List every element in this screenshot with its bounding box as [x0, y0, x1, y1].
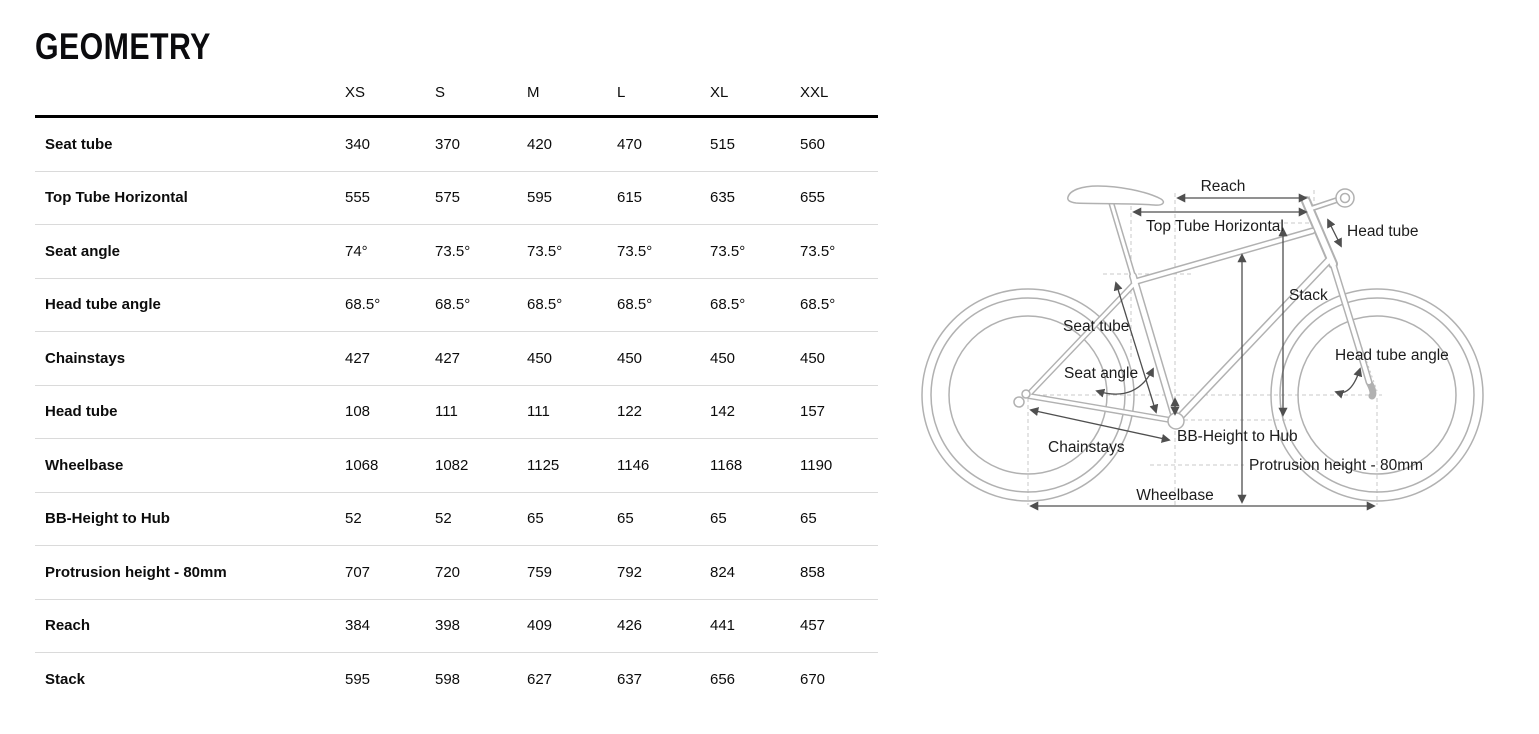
wheelbase-label: Wheelbase	[1136, 487, 1214, 504]
cell-value: 450	[800, 332, 878, 386]
bottom-bracket	[1168, 413, 1184, 429]
bike-geometry-diagram	[905, 150, 1539, 534]
row-label: Stack	[45, 670, 86, 688]
cell-value: 1190	[800, 439, 878, 493]
row-label: Seat tube	[35, 117, 345, 172]
cell-value: 720	[435, 546, 527, 600]
page-title: GEOMETRY	[35, 26, 211, 67]
column-header-xs: XS	[345, 84, 435, 117]
table-row	[35, 171, 878, 225]
cell-value: 340	[345, 117, 435, 172]
cell-value: 65	[800, 492, 878, 546]
cell-value: 142	[710, 385, 800, 439]
cell-value: 656	[710, 670, 736, 688]
cell-value: 427	[435, 332, 527, 386]
geometry-table	[35, 84, 878, 706]
cell-value: 426	[617, 599, 710, 653]
cell-value: 52	[435, 492, 527, 546]
cell-value: 73.5°	[800, 225, 878, 279]
row-label: BB-Height to Hub	[35, 492, 345, 546]
cell-value: 555	[345, 171, 435, 225]
cell-value: 157	[800, 385, 878, 439]
saddle	[1068, 186, 1164, 205]
row-label: Seat angle	[35, 225, 345, 279]
cell-value: 74°	[345, 225, 435, 279]
chainstays-label: Chainstays	[1048, 439, 1125, 456]
cell-value: 68.5°	[527, 278, 617, 332]
cell-value: 450	[617, 332, 710, 386]
column-header-xl: XL	[710, 84, 800, 117]
protrusion-label: Protrusion height - 80mm	[1249, 457, 1424, 474]
column-header-xxl: XXL	[800, 84, 878, 117]
cell-value: 1168	[710, 439, 800, 493]
cell-value: 457	[800, 599, 878, 653]
cell-value: 73.5°	[617, 225, 710, 279]
cell-value: 1068	[345, 439, 435, 493]
cell-value: 68.5°	[710, 278, 800, 332]
cell-value: 108	[345, 385, 435, 439]
column-header-s: S	[435, 84, 527, 117]
cell-value: 409	[527, 599, 617, 653]
geometry-section	[35, 26, 878, 706]
seat-angle-label: Seat angle	[1064, 365, 1139, 382]
column-header-l: L	[617, 84, 710, 117]
head-tube-label: Head tube	[1347, 223, 1419, 240]
cell-value: 515	[710, 117, 800, 172]
cell-value: 441	[710, 599, 800, 653]
cell-value: 65	[527, 492, 617, 546]
row-label: Protrusion height - 80mm	[35, 546, 345, 600]
table-row	[35, 653, 878, 706]
head-tube-arrow	[1328, 220, 1341, 246]
cell-value: 635	[710, 171, 800, 225]
cell-value: 637	[617, 670, 643, 688]
cell-value: 560	[800, 117, 878, 172]
cell-value: 792	[617, 546, 710, 600]
cell-value: 470	[617, 117, 710, 172]
row-label: Head tube angle	[35, 278, 345, 332]
column-header-m: M	[527, 84, 617, 117]
cell-value: 370	[435, 117, 527, 172]
cell-value: 1082	[435, 439, 527, 493]
cell-value: 73.5°	[527, 225, 617, 279]
row-label: Chainstays	[35, 332, 345, 386]
bb-height-label: BB-Height to Hub	[1177, 428, 1298, 445]
table-row	[35, 492, 878, 546]
cell-value: 1146	[617, 439, 710, 493]
cell-value: 68.5°	[345, 278, 435, 332]
cell-value: 73.5°	[435, 225, 527, 279]
table-row	[35, 225, 878, 279]
cell-value: 420	[527, 117, 617, 172]
table-row	[35, 332, 878, 386]
table-row	[35, 278, 878, 332]
cell-value: 627	[527, 670, 553, 688]
cell-value: 450	[710, 332, 800, 386]
cell-value: 595	[527, 171, 617, 225]
cell-value: 398	[435, 599, 527, 653]
row-label: Wheelbase	[35, 439, 345, 493]
seat-tube-label: Seat tube	[1063, 318, 1130, 335]
top-tube-horizontal-label: Top Tube Horizontal	[1146, 218, 1284, 235]
cell-value: 65	[617, 492, 710, 546]
cell-value: 68.5°	[435, 278, 527, 332]
table-row	[35, 546, 878, 600]
cell-value: 1125	[527, 439, 617, 493]
cell-value: 598	[435, 670, 461, 688]
cell-value: 427	[345, 332, 435, 386]
cell-value: 122	[617, 385, 710, 439]
cell-value: 111	[435, 385, 527, 439]
cell-value: 615	[617, 171, 710, 225]
cell-value: 450	[527, 332, 617, 386]
cell-value: 384	[345, 599, 435, 653]
cell-value: 824	[710, 546, 800, 600]
handlebar-grip	[1336, 189, 1354, 207]
corner-cell	[35, 84, 345, 117]
table-row	[35, 439, 878, 493]
cell-value: 858	[800, 546, 878, 600]
row-label: Reach	[35, 599, 345, 653]
reach-label: Reach	[1200, 178, 1246, 195]
table-row	[35, 117, 878, 172]
table-row	[35, 599, 878, 653]
cell-value: 759	[527, 546, 617, 600]
table-row	[35, 385, 878, 439]
row-label: Head tube	[35, 385, 345, 439]
cell-value: 575	[435, 171, 527, 225]
head-tube-angle-label: Head tube angle	[1335, 347, 1449, 364]
cell-value: 595	[345, 670, 371, 688]
cell-value: 111	[527, 385, 617, 439]
cell-value: 670	[800, 670, 826, 688]
cell-value: 73.5°	[710, 225, 800, 279]
cell-value: 65	[710, 492, 800, 546]
cell-value: 68.5°	[800, 278, 878, 332]
row-label: Top Tube Horizontal	[35, 171, 345, 225]
cell-value: 707	[345, 546, 435, 600]
geometry-table-header-row	[35, 84, 878, 117]
cell-value: 52	[345, 492, 435, 546]
geometry-table-body	[35, 117, 878, 706]
head-tube-angle-arc	[1336, 369, 1360, 393]
stack-label: Stack	[1289, 287, 1328, 304]
cell-value: 68.5°	[617, 278, 710, 332]
cell-value: 655	[800, 171, 878, 225]
